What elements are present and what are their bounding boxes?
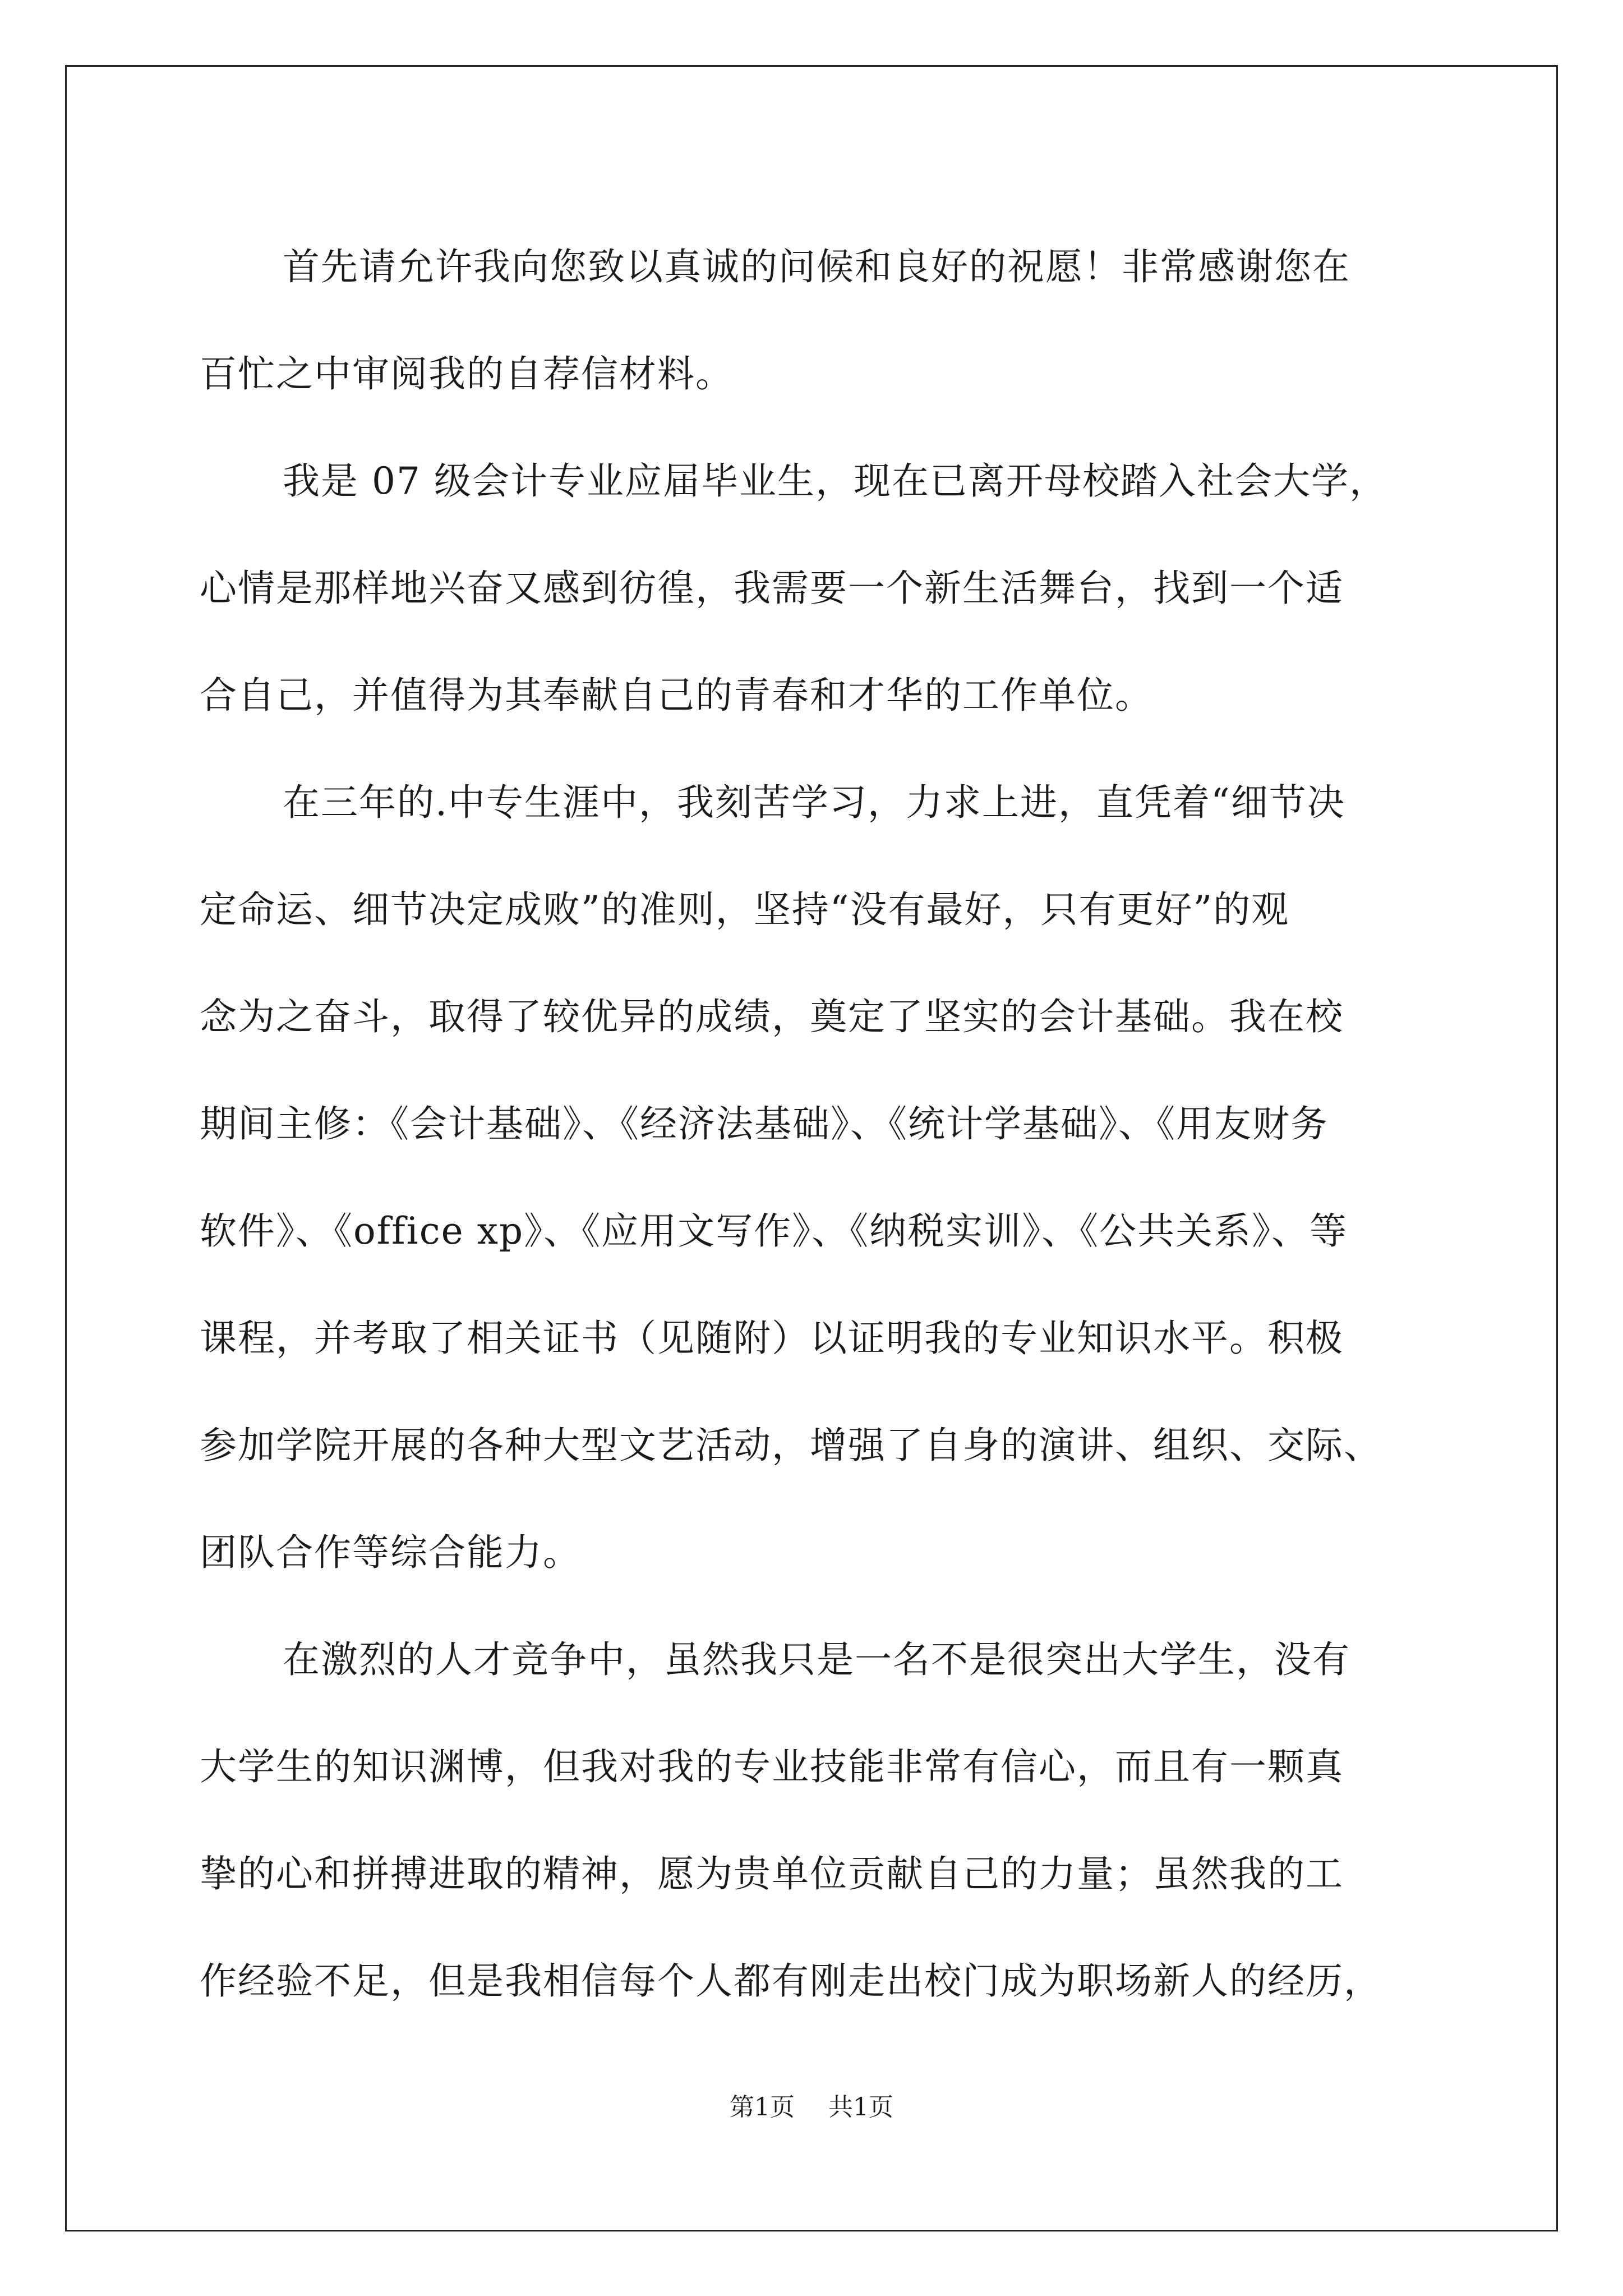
text-line: 挚的心和拼搏进取的精神，愿为贵单位贡献自己的力量；虽然我的工: [200, 1852, 1344, 1895]
text-line: 心情是那样地兴奋又感到彷徨，我需要一个新生活舞台，找到一个适: [200, 567, 1344, 610]
page-total: 共1页: [828, 2093, 893, 2122]
text-line: 在三年的.中专生涯中，我刻苦学习，力求上进，直凭着“细节决: [283, 781, 1345, 824]
text-line: 我是 07 级会计专业应届毕业生，现在已离开母校踏入社会大学，: [283, 459, 1387, 503]
text-line: 课程，并考取了相关证书（见随附）以证明我的专业知识水平。积极: [200, 1317, 1344, 1360]
text-line: 在激烈的人才竞争中，虽然我只是一名不是很突出大学生，没有: [283, 1638, 1350, 1681]
text-line: 念为之奋斗，取得了较优异的成绩，奠定了坚实的会计基础。我在校: [200, 995, 1344, 1038]
text-line: 合自己，并值得为其奉献自己的青春和才华的工作单位。: [200, 674, 1153, 717]
text-line: 定命运、细节决定成败”的准则，坚持“没有最好，只有更好”的观: [200, 888, 1290, 931]
text-line: 大学生的知识渊博，但我对我的专业技能非常有信心，而且有一颗真: [200, 1745, 1344, 1788]
text-line: 首先请允许我向您致以真诚的问候和良好的祝愿！非常感谢您在: [283, 245, 1350, 288]
text-line: 百忙之中审阅我的自荐信材料。: [200, 352, 734, 395]
page-number: 第1页: [730, 2093, 795, 2122]
text-line: 团队合作等综合能力。: [200, 1531, 581, 1574]
text-line: 作经验不足，但是我相信每个人都有刚走出校门成为职场新人的经历，: [200, 1959, 1382, 2003]
document-body: [200, 213, 1450, 2035]
text-line: 期间主修：《会计基础》、《经济法基础》、《统计学基础》、《用友财务: [200, 1102, 1329, 1145]
text-line: 软件》、《office xp》、《应用文写作》、《纳税实训》、《公共关系》、等: [200, 1209, 1348, 1253]
page-footer: [0, 2087, 1623, 2123]
text-line: 参加学院开展的各种大型文艺活动，增强了自身的演讲、组织、交际、: [200, 1424, 1382, 1467]
